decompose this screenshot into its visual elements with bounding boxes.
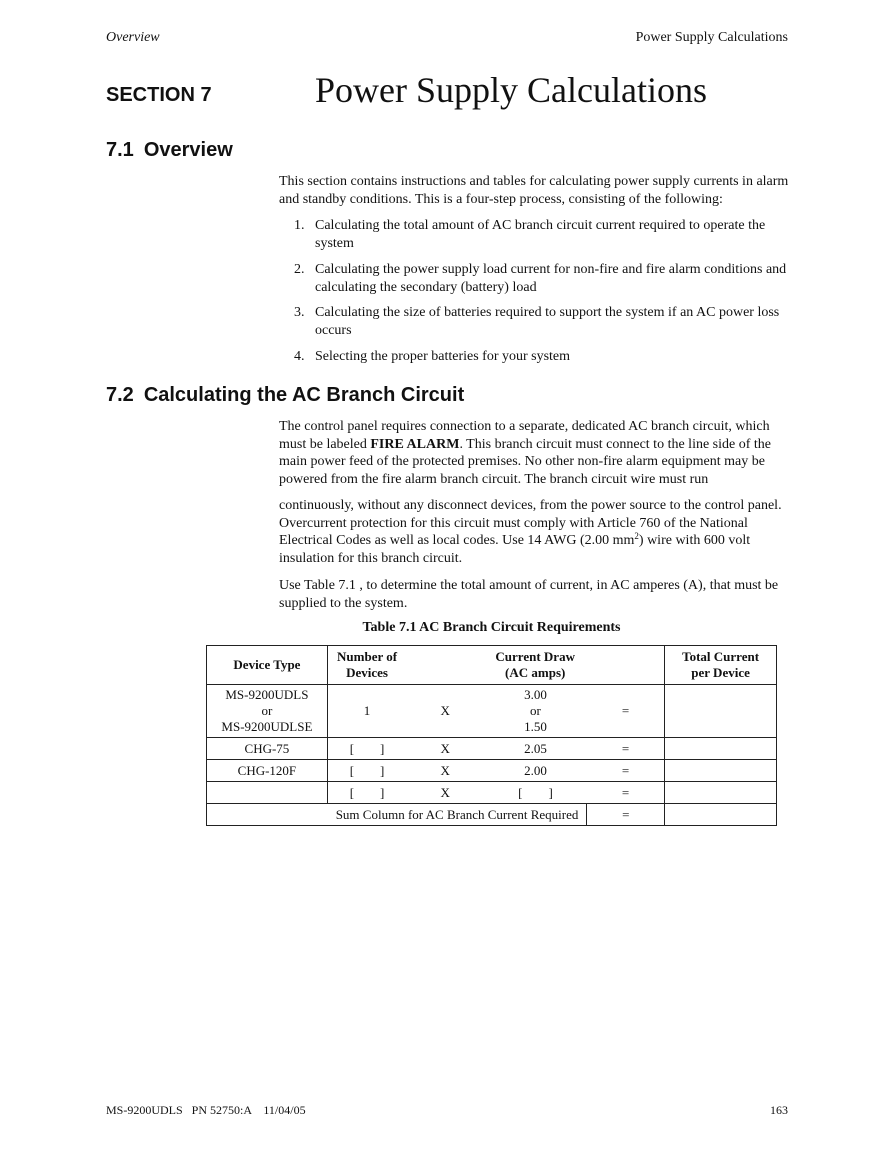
- heading-number: 7.1: [106, 139, 134, 161]
- list-item: [294, 261, 789, 296]
- cell-total: [665, 738, 777, 760]
- ac-branch-paragraph-2: [279, 497, 789, 567]
- cell-qty: [ ]: [327, 738, 406, 760]
- list-number: 3.: [294, 305, 305, 320]
- cell-device: CHG-75: [207, 738, 328, 760]
- header-total-current: Total Current per Device: [665, 646, 777, 685]
- cell-qty: [ ]: [327, 760, 406, 782]
- list-text: Selecting the proper batteries for your system: [315, 349, 571, 364]
- cell-multiply: X: [406, 738, 484, 760]
- list-item: [294, 217, 789, 252]
- superscript: 2: [634, 531, 639, 541]
- cell-multiply: X: [406, 782, 484, 804]
- cell-equals: =: [587, 760, 665, 782]
- cell-equals: =: [587, 685, 665, 738]
- list-text: Calculating the size of batteries required to support the system if an AC power loss occurs: [315, 305, 780, 338]
- table-sum-row: [207, 804, 777, 826]
- cell-equals: =: [587, 782, 665, 804]
- table-row: [207, 738, 777, 760]
- section-label: SECTION 7: [106, 84, 212, 106]
- list-text: Calculating the total amount of AC branch circuit current required to operate the system: [315, 218, 766, 251]
- cell-device: CHG-120F: [207, 760, 328, 782]
- fire-alarm-label: FIRE ALARM: [370, 436, 460, 452]
- cell-draw: [ ]: [484, 782, 587, 804]
- cell-multiply: X: [406, 685, 484, 738]
- paragraph-text: continuously, without any disconnect devices, from the power source to the control panel. Overcurrent protection for this circuit must comply with Article 760 of the National Electrical Codes as well as local codes. Use 14 AWG (2.00 mm: [279, 498, 782, 548]
- header-number-of-devices: Number of Devices: [327, 646, 406, 685]
- table-row: [207, 782, 777, 804]
- cell-total: [665, 760, 777, 782]
- ac-branch-paragraph-3: Use Table 7.1 , to determine the total amount of current, in AC amperes (A), that must be supplied to the system.: [279, 578, 779, 611]
- cell-qty: 1: [327, 685, 406, 738]
- heading-overview: [106, 139, 233, 162]
- heading-text: Calculating the AC Branch Circuit: [143, 384, 465, 406]
- list-number: 2.: [294, 262, 305, 277]
- cell-multiply: X: [406, 760, 484, 782]
- paragraph-text: . This branch circuit must connect to the line side of the main power feed of the protected premises. No other non-fire alarm equipment may be powered from the fire alarm branch circuit. The branch circuit wire must run: [279, 436, 771, 487]
- page-number: 163: [770, 1103, 788, 1117]
- section-title: Power Supply Calculations: [315, 70, 707, 110]
- header-device-type: Device Type: [207, 646, 328, 685]
- list-item: [294, 304, 789, 339]
- table-header-row: [207, 646, 777, 685]
- overview-intro: This section contains instructions and tables for calculating power supply currents in alarm and standby conditions. This is a four-step process, consisting of the following:: [279, 174, 789, 207]
- cell-qty: [ ]: [327, 782, 406, 804]
- ac-branch-table: [206, 645, 777, 826]
- cell-draw: 3.00 or 1.50: [484, 685, 587, 738]
- list-text: Calculating the power supply load current for non-fire and fire alarm conditions and calculating the secondary (battery) load: [315, 262, 787, 295]
- table-row: [207, 685, 777, 738]
- cell-device: [207, 782, 328, 804]
- table-row: [207, 760, 777, 782]
- ac-branch-paragraph-1: [279, 418, 789, 488]
- list-number: 1.: [294, 218, 305, 233]
- running-header-left: Overview: [106, 30, 160, 45]
- footer-doc-info: MS-9200UDLS PN 52750:A 11/04/05: [106, 1103, 306, 1117]
- cell-total: [665, 685, 777, 738]
- heading-number: 7.2: [106, 384, 134, 406]
- list-item: [294, 348, 789, 366]
- sum-total: [665, 804, 777, 826]
- table-caption: Table 7.1 AC Branch Circuit Requirements: [362, 620, 621, 635]
- sum-equals: =: [587, 804, 665, 826]
- sum-label: Sum Column for AC Branch Current Required: [207, 804, 587, 826]
- cell-device: MS-9200UDLS or MS-9200UDLSE: [207, 685, 328, 738]
- heading-ac-branch: [106, 384, 464, 407]
- paragraph-text: ) wire with 600 volt insulation for this branch circuit.: [279, 533, 751, 566]
- cell-draw: 2.00: [484, 760, 587, 782]
- cell-equals: =: [587, 738, 665, 760]
- cell-total: [665, 782, 777, 804]
- list-number: 4.: [294, 349, 305, 364]
- running-header-right: Power Supply Calculations: [635, 30, 788, 45]
- header-current-draw: Current Draw (AC amps): [406, 646, 664, 685]
- paragraph-text: The control panel requires connection to a separate, dedicated AC branch circuit, which must be labeled: [279, 419, 770, 452]
- heading-text: Overview: [143, 139, 233, 161]
- cell-draw: 2.05: [484, 738, 587, 760]
